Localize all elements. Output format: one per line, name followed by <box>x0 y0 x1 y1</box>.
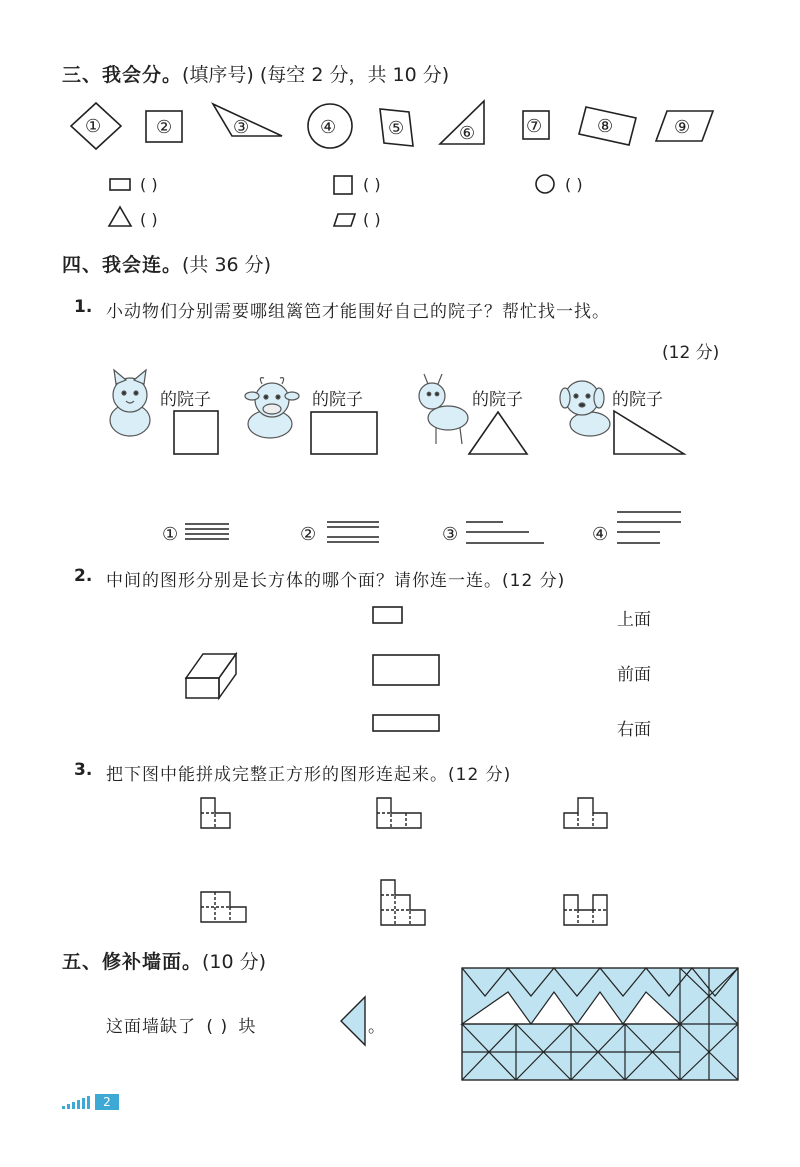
wall-question-suffix: 块 <box>238 1017 257 1037</box>
shape-label-7: ⑦ <box>526 116 543 137</box>
fence-label-4: ④ <box>592 524 609 545</box>
shape-label-1: ① <box>85 116 102 137</box>
q2-label: 2. <box>74 566 93 586</box>
shape-label-8: ⑧ <box>597 116 614 137</box>
blank-triangle[interactable]: ( ) <box>140 210 158 229</box>
q1-label: 1. <box>74 297 93 317</box>
section4-note: (共 36 分) <box>182 254 272 276</box>
section5-title: 五、修补墙面。 <box>62 951 203 973</box>
shape-label-9: ⑨ <box>674 117 691 138</box>
fence-label-3: ③ <box>442 524 459 545</box>
shape-label-6: ⑥ <box>459 123 476 144</box>
shape-label-3: ③ <box>233 117 250 138</box>
blank-rectangle[interactable]: ( ) <box>140 175 158 194</box>
q1-score: (12 分) <box>662 343 720 363</box>
triangle-tile-icon <box>341 997 365 1045</box>
section3-title: 三、我会分。 <box>62 64 183 86</box>
wall-question-end: 。 <box>368 1017 385 1037</box>
page-bars-icon <box>62 1096 90 1109</box>
shape-label-2: ② <box>156 117 173 138</box>
shape-label-4: ④ <box>320 117 337 138</box>
q1-text: 小动物们分别需要哪组篱笆才能围好自己的院子？帮忙找一找。 <box>106 302 610 322</box>
wall-answer-blank[interactable]: ( ) <box>206 1017 229 1037</box>
section4-title: 四、我会连。 <box>62 254 183 276</box>
blank-parallelogram[interactable]: ( ) <box>363 210 381 229</box>
wall-figure <box>462 968 738 1080</box>
page-number-badge: 2 <box>95 1094 119 1110</box>
yard-label-cow: 的院子 <box>312 390 363 410</box>
section5-note: (10 分) <box>202 951 267 973</box>
blank-square[interactable]: ( ) <box>363 175 381 194</box>
q2-text: 中间的图形分别是长方体的哪个面？请你连一连。(12 分) <box>106 571 566 591</box>
yard-label-goat: 的院子 <box>472 390 523 410</box>
yard-label-dog: 的院子 <box>612 390 663 410</box>
face-label-top: 上面 <box>617 610 651 630</box>
fence-label-1: ① <box>162 524 179 545</box>
blank-circle[interactable]: ( ) <box>565 175 583 194</box>
face-label-right: 右面 <box>617 720 651 740</box>
fence-label-2: ② <box>300 524 317 545</box>
section3-note: (填序号) (每空 2 分，共 10 分) <box>182 64 450 86</box>
yard-label-cat: 的院子 <box>160 390 211 410</box>
q3-label: 3. <box>74 760 93 780</box>
face-label-front: 前面 <box>617 665 651 685</box>
wall-question-prefix: 这面墙缺了 <box>106 1017 196 1037</box>
shape-label-5: ⑤ <box>388 118 405 139</box>
q3-text: 把下图中能拼成完整正方形的图形连起来。(12 分) <box>106 765 512 785</box>
